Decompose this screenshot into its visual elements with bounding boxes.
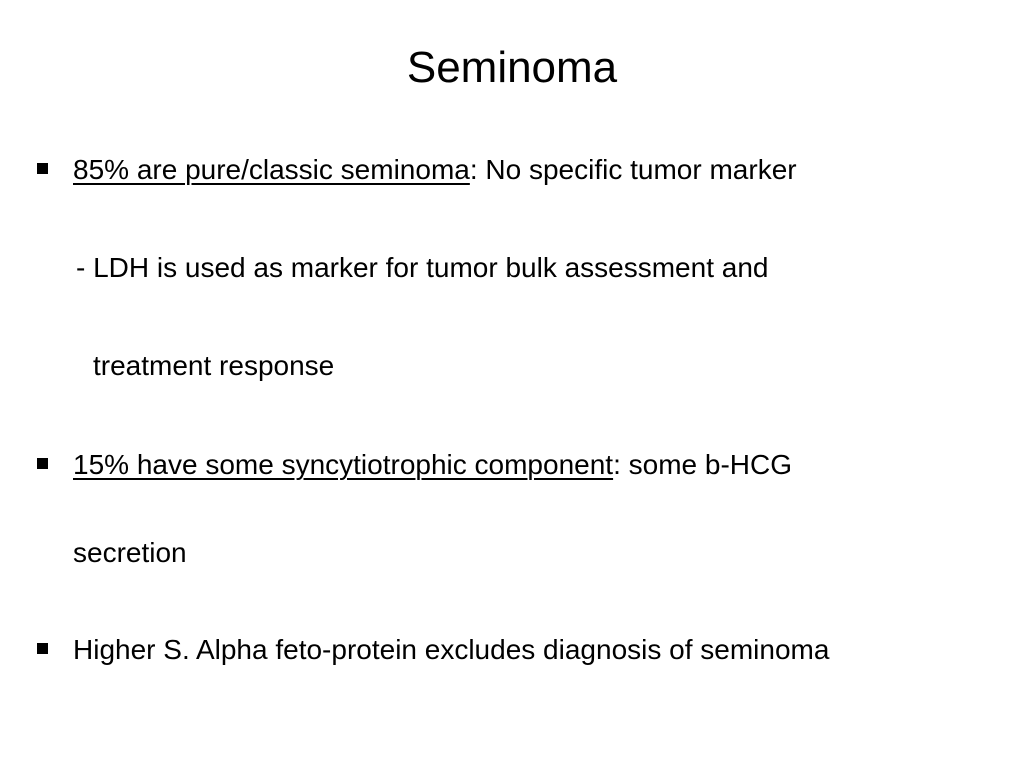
bullet-1-text xyxy=(73,152,797,188)
bullet-2-underlined: 15% have some syncytiotrophic component xyxy=(73,449,614,480)
bullet-1-sub-line-2: treatment response xyxy=(93,350,335,381)
bullet-2-continuation: secretion xyxy=(73,537,187,568)
bullet-3-text: Higher S. Alpha feto-protein excludes diagnosis of seminoma xyxy=(73,634,830,665)
bullet-marker xyxy=(37,643,48,654)
bullet-1-rest: : No specific tumor marker xyxy=(469,154,797,185)
bullet-1-sub-line-1: - LDH is used as marker for tumor bulk assessment and xyxy=(76,252,769,283)
bullet-marker xyxy=(37,163,48,174)
bullet-2-rest: : some b-HCG xyxy=(613,449,793,480)
bullet-marker xyxy=(37,458,48,469)
slide-title: Seminoma xyxy=(406,43,618,92)
bullet-2-text xyxy=(73,447,792,483)
bullet-1-underlined: 85% are pure/classic seminoma xyxy=(73,154,470,185)
